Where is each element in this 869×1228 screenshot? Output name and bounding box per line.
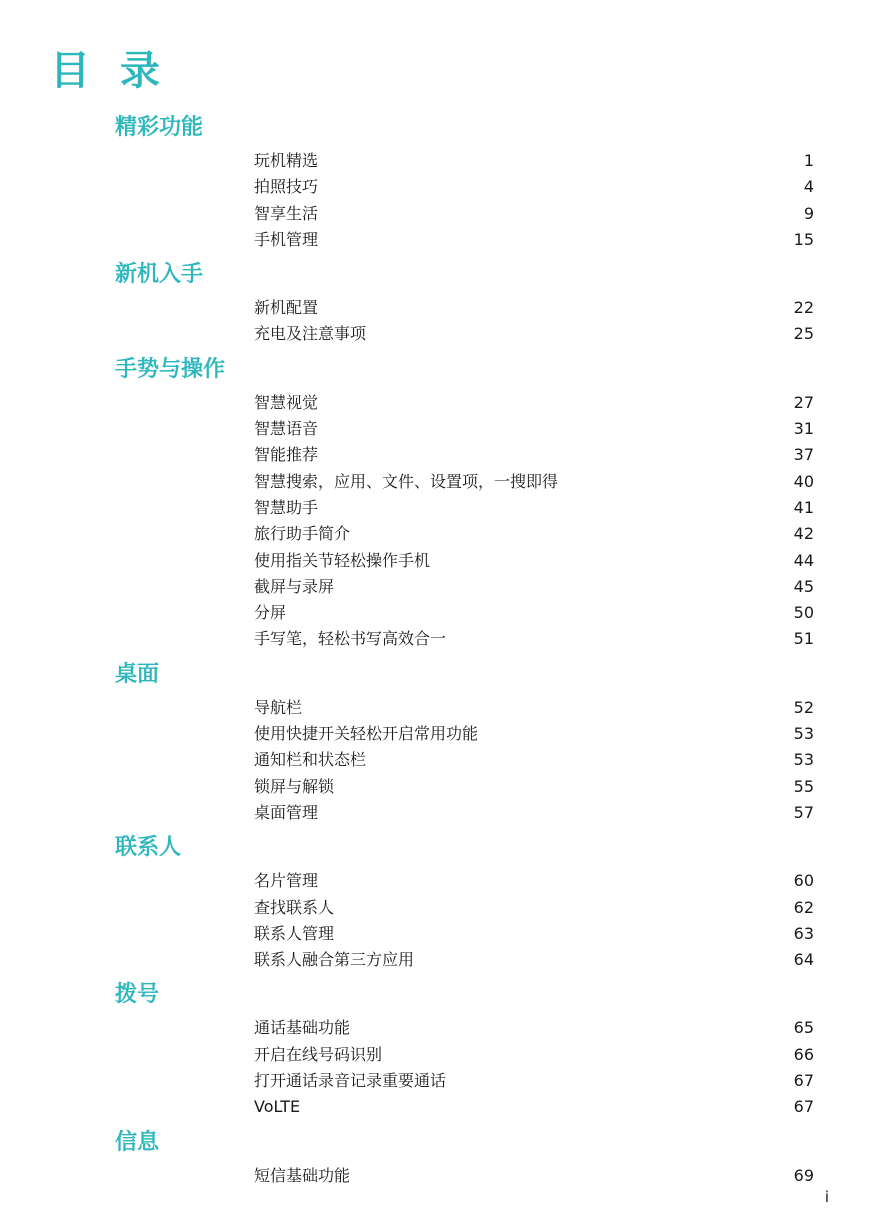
entry-label: 联系人融合第三方应用 bbox=[254, 950, 415, 970]
toc-entry[interactable] bbox=[0, 390, 869, 416]
entry-page: 51 bbox=[793, 629, 814, 649]
toc-entry[interactable] bbox=[0, 868, 869, 894]
toc-entry[interactable] bbox=[0, 548, 869, 574]
entry-page: 31 bbox=[793, 419, 814, 439]
entry-page: 15 bbox=[793, 229, 814, 249]
entry-page: 22 bbox=[793, 298, 814, 318]
toc-entry[interactable] bbox=[0, 1068, 869, 1094]
toc-section bbox=[0, 108, 869, 253]
entry-label: 使用指关节轻松操作手机 bbox=[254, 550, 431, 570]
entry-label: 桌面管理 bbox=[254, 802, 319, 822]
entry-page: 60 bbox=[793, 871, 814, 891]
entry-page: 57 bbox=[793, 802, 814, 822]
section-title[interactable]: 手势与操作 bbox=[115, 356, 226, 382]
section-title[interactable]: 新机入手 bbox=[115, 262, 204, 288]
entry-page: 67 bbox=[793, 1071, 814, 1091]
toc-entry[interactable] bbox=[0, 521, 869, 547]
entry-page: 50 bbox=[793, 603, 814, 623]
toc-entry[interactable] bbox=[0, 626, 869, 652]
section-title[interactable]: 拨号 bbox=[115, 982, 160, 1008]
entry-page: 53 bbox=[793, 750, 814, 770]
toc-entry[interactable] bbox=[0, 495, 869, 521]
toc-entry[interactable] bbox=[0, 295, 869, 321]
entry-label: 联系人管理 bbox=[254, 923, 335, 943]
toc-entry[interactable] bbox=[0, 800, 869, 826]
entry-label: 短信基础功能 bbox=[254, 1165, 351, 1185]
table-of-contents bbox=[0, 108, 869, 1189]
toc-entry[interactable] bbox=[0, 201, 869, 227]
section-title[interactable]: 信息 bbox=[115, 1129, 160, 1155]
entry-label: 使用快捷开关轻松开启常用功能 bbox=[254, 724, 479, 744]
entry-page: 64 bbox=[793, 950, 814, 970]
toc-entry[interactable] bbox=[0, 895, 869, 921]
entry-page: 69 bbox=[793, 1165, 814, 1185]
entry-label: 充电及注意事项 bbox=[254, 324, 367, 344]
toc-entry[interactable] bbox=[0, 721, 869, 747]
toc-entry[interactable] bbox=[0, 148, 869, 174]
entry-page: 55 bbox=[793, 776, 814, 796]
entry-label: 智享生活 bbox=[254, 203, 319, 223]
toc-entry[interactable] bbox=[0, 600, 869, 626]
toc-entry[interactable] bbox=[0, 947, 869, 973]
toc-entry[interactable] bbox=[0, 695, 869, 721]
toc-entry[interactable] bbox=[0, 321, 869, 347]
entry-label: 导航栏 bbox=[254, 697, 303, 717]
toc-section bbox=[0, 1123, 869, 1189]
entry-page: 9 bbox=[803, 203, 814, 223]
entry-page: 40 bbox=[793, 471, 814, 491]
toc-entry[interactable] bbox=[0, 416, 869, 442]
toc-entry[interactable] bbox=[0, 174, 869, 200]
toc-entry[interactable] bbox=[0, 227, 869, 253]
entry-label: 通知栏和状态栏 bbox=[254, 750, 367, 770]
toc-entry[interactable] bbox=[0, 1163, 869, 1189]
entry-page: 53 bbox=[793, 724, 814, 744]
toc-entry[interactable] bbox=[0, 1042, 869, 1068]
toc-entry[interactable] bbox=[0, 921, 869, 947]
toc-entry[interactable] bbox=[0, 442, 869, 468]
entry-label: 玩机精选 bbox=[254, 151, 319, 170]
toc-section bbox=[0, 255, 869, 348]
entry-page: 65 bbox=[793, 1018, 814, 1038]
entry-label: 智慧搜索，应用、文件、设置项，一搜即得 bbox=[254, 471, 559, 491]
entry-page: 41 bbox=[793, 497, 814, 517]
toc-entry[interactable] bbox=[0, 469, 869, 495]
entry-page: 63 bbox=[793, 923, 814, 943]
entry-label: 新机配置 bbox=[254, 298, 319, 318]
entry-label: 旅行助手简介 bbox=[254, 524, 351, 544]
entry-label: 分屏 bbox=[254, 603, 287, 623]
entry-page: 4 bbox=[803, 177, 814, 197]
toc-entry[interactable] bbox=[0, 747, 869, 773]
entry-label: 智慧助手 bbox=[254, 497, 319, 517]
toc-section bbox=[0, 655, 869, 826]
entry-label: 名片管理 bbox=[254, 871, 319, 891]
entry-label: 手机管理 bbox=[254, 229, 319, 249]
entry-page: 42 bbox=[793, 524, 814, 544]
entry-label: 锁屏与解锁 bbox=[254, 776, 335, 796]
entry-label: VoLTE bbox=[254, 1097, 301, 1117]
section-title[interactable]: 桌面 bbox=[115, 661, 160, 687]
entry-page: 67 bbox=[793, 1097, 814, 1117]
entry-label: 拍照技巧 bbox=[254, 177, 319, 197]
toc-section bbox=[0, 828, 869, 973]
entry-page: 66 bbox=[793, 1044, 814, 1064]
page-title: 目 录 bbox=[50, 48, 168, 94]
toc-entry[interactable] bbox=[0, 574, 869, 600]
entry-page: 37 bbox=[793, 445, 814, 465]
entry-page: 52 bbox=[793, 697, 814, 717]
entry-label: 打开通话录音记录重要通话 bbox=[254, 1071, 447, 1091]
entry-label: 手写笔，轻松书写高效合一 bbox=[254, 629, 447, 649]
entry-label: 查找联系人 bbox=[254, 897, 335, 917]
entry-page: 45 bbox=[793, 576, 814, 596]
entry-page: 44 bbox=[793, 550, 814, 570]
entry-page: 25 bbox=[793, 324, 814, 344]
entry-label: 通话基础功能 bbox=[254, 1018, 351, 1038]
toc-entry[interactable] bbox=[0, 1094, 869, 1120]
entry-page: 1 bbox=[803, 151, 814, 170]
entry-page: 27 bbox=[793, 392, 814, 412]
page-number: i bbox=[824, 1188, 829, 1206]
toc-section bbox=[0, 350, 869, 653]
entry-label: 智慧视觉 bbox=[254, 392, 319, 412]
entry-page: 62 bbox=[793, 897, 814, 917]
entry-label: 开启在线号码识别 bbox=[254, 1044, 383, 1064]
entry-label: 智慧语音 bbox=[254, 419, 319, 439]
entry-label: 截屏与录屏 bbox=[254, 576, 335, 596]
toc-entry[interactable] bbox=[0, 1015, 869, 1041]
section-title[interactable]: 精彩功能 bbox=[115, 115, 204, 140]
toc-entry[interactable] bbox=[0, 774, 869, 800]
toc-section bbox=[0, 975, 869, 1120]
section-title[interactable]: 联系人 bbox=[115, 835, 182, 861]
entry-label: 智能推荐 bbox=[254, 445, 319, 465]
